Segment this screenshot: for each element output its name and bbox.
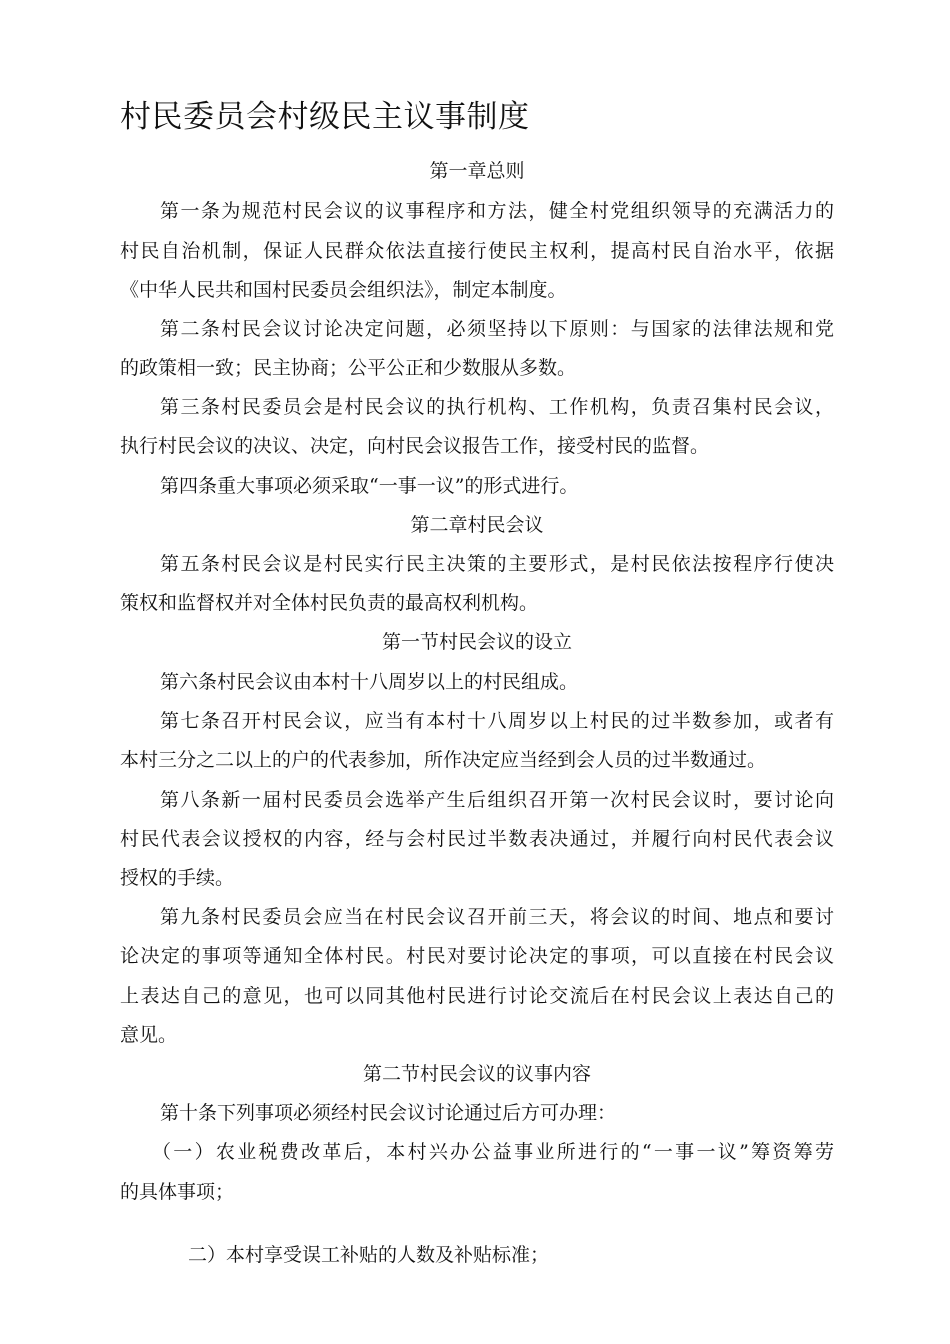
article-5-line-2: 策权和监督权并对全体村民负责的最高权利机构。	[120, 592, 539, 614]
article-3-line-1: 第三条村民委员会是村民会议的执行机构、工作机构，负责召集村民会议，	[160, 396, 834, 418]
article-2-line-2: 的政策相一致；民主协商；公平公正和少数服从多数。	[120, 357, 577, 379]
chapter-1-heading: 第一章总则	[429, 160, 525, 182]
article-4-line-1: 第四条重大事项必须采取“一事一议”的形式进行。	[160, 475, 579, 497]
article-7-line-2: 本村三分之二以上的户的代表参加，所作决定应当经到会人员的过半数通过。	[120, 749, 767, 771]
section-1-heading: 第一节村民会议的设立	[381, 631, 572, 653]
article-1-line-3: 《中华人民共和国村民委员会组织法》，制定本制度。	[120, 279, 567, 301]
article-8-line-2: 村民代表会议授权的内容，经与会村民过半数表决通过，并履行向村民代表会议	[120, 828, 834, 850]
article-8-line-1: 第八条新一届村民委员会选举产生后组织召开第一次村民会议时，要讨论向	[160, 789, 834, 811]
chapter-2-heading: 第二章村民会议	[410, 514, 544, 536]
article-1-line-2: 村民自治机制，保证人民群众依法直接行使民主权利，提高村民自治水平，依据	[120, 240, 834, 262]
article-7-line-1: 第七条召开村民会议，应当有本村十八周岁以上村民的过半数参加，或者有	[160, 710, 834, 732]
article-6-line-1: 第六条村民会议由本村十八周岁以上的村民组成。	[160, 671, 579, 693]
article-2-line-1: 第二条村民会议讨论决定问题，必须坚持以下原则：与国家的法律法规和党	[160, 318, 834, 340]
article-1-line-1: 第一条为规范村民会议的议事程序和方法，健全村党组织领导的充满活力的	[160, 200, 834, 222]
article-9-line-2: 论决定的事项等通知全体村民。村民对要讨论决定的事项，可以直接在村民会议	[120, 945, 834, 967]
item-1-line-1: （一）农业税费改革后，本村兴办公益事业所进行的“一事一议”筹资筹劳	[152, 1141, 834, 1163]
article-9-line-1: 第九条村民委员会应当在村民会议召开前三天，将会议的时间、地点和要讨	[160, 906, 834, 928]
article-5-line-1: 第五条村民会议是村民实行民主决策的主要形式，是村民依法按程序行使决	[160, 553, 834, 575]
article-3-line-2: 执行村民会议的决议、决定，向村民会议报告工作，接受村民的监督。	[120, 435, 710, 457]
article-10-line-1: 第十条下列事项必须经村民会议讨论通过后方可办理：	[160, 1102, 617, 1124]
item-1-line-2: 的具体事项；	[120, 1181, 235, 1203]
article-9-line-3: 上表达自己的意见，也可以同其他村民进行讨论交流后在村民会议上表达自己的	[120, 985, 834, 1007]
item-2-line-1: 二）本村享受误工补贴的人数及补贴标准；	[188, 1244, 550, 1266]
article-9-line-4: 意见。	[120, 1024, 178, 1046]
document-title: 村民委员会村级民主议事制度	[120, 99, 530, 135]
section-2-heading: 第二节村民会议的议事内容	[362, 1063, 591, 1085]
article-8-line-3: 授权的手续。	[120, 867, 235, 889]
